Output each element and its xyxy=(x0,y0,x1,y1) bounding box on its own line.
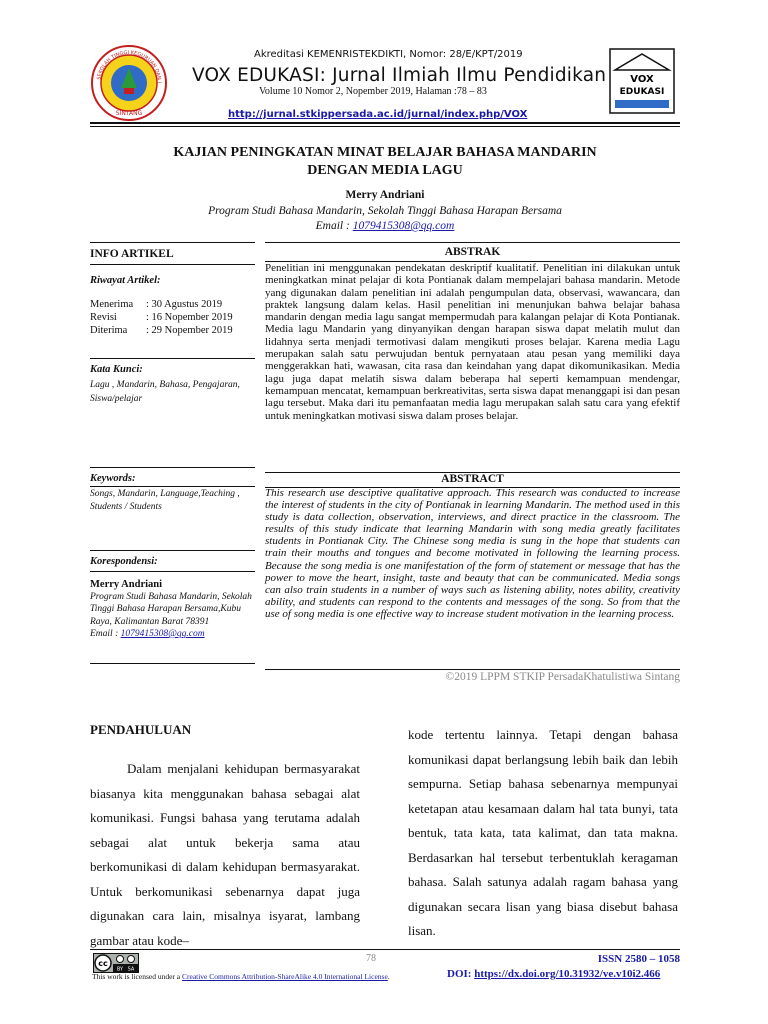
correspondence-name: Merry Andriani xyxy=(90,579,163,590)
kata-kunci-list: Lagu , Mandarin, Bahasa, Pengajaran, Siswa/pelajar xyxy=(90,380,240,404)
accepted-date xyxy=(90,325,233,336)
correspondence-email-label: Email : xyxy=(90,628,121,639)
cc-sa-label: SA xyxy=(127,966,135,973)
section-heading: PENDAHULUAN xyxy=(90,722,192,737)
article-title-line1: KAJIAN PENINGKATAN MINAT BELAJAR BAHASA MANDARIN xyxy=(173,145,597,160)
correspondence-address-text: Program Studi Bahasa Mandarin, Sekolah Tinggi Bahasa Harapan Bersama,Kubu Raya, Kalimantan Barat 78391 xyxy=(90,592,252,627)
college-logo-top-text: SEKOLAH TINGGI KEGURUAN DAN I xyxy=(96,49,163,84)
cc-icon: cc xyxy=(98,959,108,968)
keywords-list: Songs, Mandarin, Language,Teaching , Students / Students xyxy=(90,489,240,512)
revised-date xyxy=(90,312,233,323)
history-heading: Riwayat Artikel: xyxy=(90,275,161,286)
received-label: Menerima xyxy=(90,299,134,310)
keywords-heading: Keywords: xyxy=(90,473,136,484)
cc-license-badge[interactable] xyxy=(93,953,139,973)
college-logo xyxy=(90,44,168,122)
body-paragraph: kode tertentu lainnya. Tetapi dengan bahasa komunikasi dapat berlangsung lebih baik dan lebih sempurna. Setiap bahasa sebenarnya mempunyai ketetapan atau kesamaan dalam hal tata bunyi, tata bentuk, tata kata, tata kalimat, dan tata makna. Berdasarkan hal tersebut terbentuklah keragaman bahasa. Salah satunya adalah ragam bahasa yang digunakan secara lisan yang biasa disebut bahasa lisan. xyxy=(408,727,678,938)
info-rule xyxy=(90,571,255,572)
abstract-rule-top xyxy=(265,242,680,243)
issn: ISSN 2580 – 1058 xyxy=(597,953,680,965)
abstract-body: This research use desciptive qualitative approach. This research was conducted to increase the interest of students in the city of Pontianak in learning Mandarin. The method used in this study is data collection, observation, interviews, and direct practice in the classroom. The results of this study indicate that learning Mandarin with song media greatly facilitates students in Pontianak City. The Chinese song media is sung in the hope that students can train their mouths and tongues and become motivated in following the learning process. Because the song media is one manifestation of the form of statement or message that has the power to move the heart, insight, taste and beauty that can be communicated. Media songs can also train students in a number of ways such as listening ability, notes ability, creativity ability, and students can respond to the contents and messages of the song. So from that the use of song media is one effective way to increase student motivation in the learning process. xyxy=(265,487,680,620)
correspondence-address xyxy=(90,591,265,640)
abstrak-body: Penelitian ini menggunakan pendekatan deskriptif kualitatif. Penelitian ini dilakukan untuk meningkatkan minat pelajar di kota Pontianak dalam mempelajari bahasa mandarin. Metode yang digunakan dalam penelitian ini adalah pengumpulan data, observasi, wawancara, dan praktek langsung dalam kelas. Hasil penelitian ini menunjukan bahwa belajar bahasa mandarin dengan media lagu sangat mempermudah para kalangan pelajar di Kota Pontianak. Media lagu Mandarin yang dinyanyikan dengan harapan siswa dapat melatih mulut dan lidahnya serta menjadi termotivasi dalam mengikuti proses belajar. Karena media Lagu merupakan salah satu perwujudan bentuk pernyataan atau pesan yang memiliki daya menggerakkan hati, wawasan, cita rasa dan keindahan yang dapat dikomunikasikan. Media lagu juga dapat melatih siswa dalam beberapa hal seperti kemampuan mendengar, kemampuan mencatat, kemampuan berkreativitas, serta siswa dapat menanggapi isi dan pesan lagu tersebut. Maka dari itu pemanfaatan media lagu merupakan salah satu cara yang efektif untuk meningkatkan motivasi siswa dalam proses belajar. xyxy=(265,262,680,422)
doi-line xyxy=(447,968,660,980)
info-rule-bottom xyxy=(90,663,255,664)
abstract-rule-bottom xyxy=(265,669,680,670)
author-email-link[interactable]: 1079415308@qq.com xyxy=(352,220,455,232)
vox-edukasi-logo xyxy=(609,48,675,114)
accepted-value: : 29 Nopember 2019 xyxy=(146,325,233,336)
info-heading: INFO ARTIKEL xyxy=(90,248,174,260)
license-suffix: . xyxy=(387,972,390,981)
revised-value: : 16 Nopember 2019 xyxy=(146,312,233,323)
info-rule-top xyxy=(90,242,255,243)
header-rule-thin xyxy=(90,126,680,127)
doi-label: DOI: xyxy=(447,968,475,980)
page-number: 78 xyxy=(366,953,376,964)
article-title-line2: DENGAN MEDIA LAGU xyxy=(307,163,463,178)
copyright-note: ©2019 LPPM STKIP PersadaKhatulistiwa Sintang xyxy=(445,671,680,683)
footer-rule xyxy=(90,949,680,950)
info-rule xyxy=(90,486,255,487)
vox-logo-line1: VOX xyxy=(630,74,654,85)
info-rule xyxy=(90,550,255,551)
college-logo-bottom-text: SINTANG xyxy=(115,110,143,117)
license-prefix: This work is licensed under a xyxy=(92,972,182,981)
accepted-label: Diterima xyxy=(90,325,128,336)
correspondence-email-link[interactable]: 1079415308@qq.com xyxy=(120,628,205,639)
body-column-left xyxy=(90,757,360,953)
license-link[interactable]: Creative Commons Attribution-ShareAlike 4.0 International License xyxy=(181,972,388,981)
journal-url-link[interactable]: http://jurnal.stkippersada.ac.id/jurnal/index.php/VOX xyxy=(228,109,528,120)
correspondence-heading: Korespondensi: xyxy=(90,556,158,567)
vox-logo-line2: EDUKASI xyxy=(619,87,665,97)
abstrak-heading: ABSTRAK xyxy=(444,246,501,258)
author-name: Merry Andriani xyxy=(345,189,425,201)
body-column-right xyxy=(408,723,678,944)
email-label: Email : xyxy=(315,220,353,232)
info-rule xyxy=(90,358,255,359)
abstract-heading: ABSTRACT xyxy=(441,473,504,485)
cc-by-label: BY xyxy=(116,966,124,973)
info-rule xyxy=(90,467,255,468)
info-rule xyxy=(90,264,255,265)
accreditation-note: Akreditasi KEMENRISTEKDIKTI, Nomor: 28/E/KPT/2019 xyxy=(254,49,523,60)
author-email-line xyxy=(90,220,680,232)
volume-info: Volume 10 Nomor 2, Nopember 2019, Halaman :78 – 83 xyxy=(259,86,487,97)
kata-kunci-heading: Kata Kunci: xyxy=(90,364,143,375)
author-affiliation: Program Studi Bahasa Mandarin, Sekolah Tinggi Bahasa Harapan Bersama xyxy=(208,205,562,217)
journal-title: VOX EDUKASI: Jurnal Ilmiah Ilmu Pendidikan xyxy=(192,65,607,86)
doi-link[interactable]: https://dx.doi.org/10.31932/ve.v10i2.466 xyxy=(474,968,661,980)
header-rule xyxy=(90,122,680,124)
license-note xyxy=(92,972,390,981)
revised-label: Revisi xyxy=(90,312,117,323)
body-paragraph: Dalam menjalani kehidupan bermasyarakat biasanya kita menggunakan bahasa sebagai alat komunikasi. Fungsi bahasa yang terutama adalah sebagai alat untuk bekerja sama atau berkomunikasi di dalam kehidupan bermasyarakat. Untuk berkomunikasi sebenarnya dapat juga digunakan cara lain, misalnya isyarat, lambang gambar atau kode– xyxy=(90,761,360,948)
received-value: : 30 Agustus 2019 xyxy=(146,299,223,310)
received-date xyxy=(90,299,222,310)
